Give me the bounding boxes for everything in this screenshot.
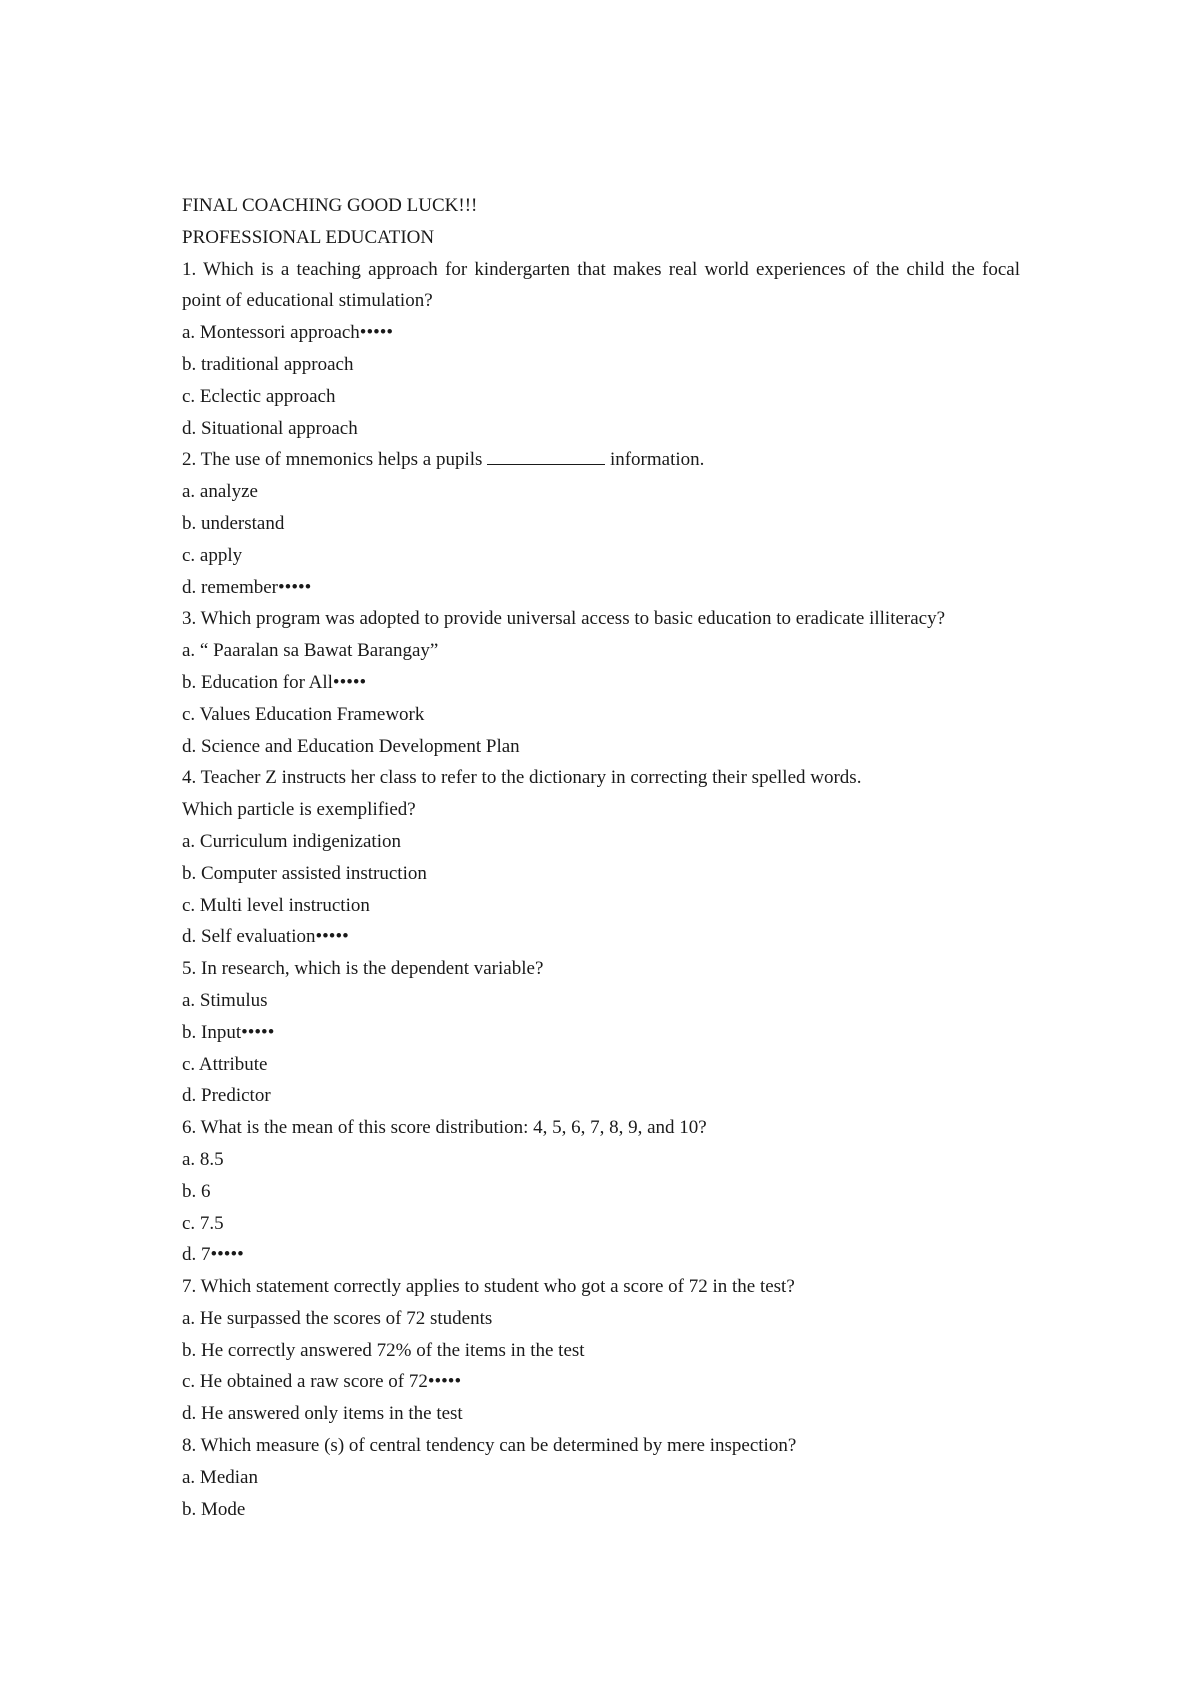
question-8: 8. Which measure (s) of central tendency can be determined by mere inspection? (182, 1435, 797, 1457)
q6-choice-a: a. 8.5 (182, 1148, 224, 1170)
question-5: 5. In research, which is the dependent variable? (182, 958, 544, 980)
question-2 (182, 444, 1020, 476)
q1-choice-b: b. traditional approach (182, 353, 354, 375)
q4-choice-c: c. Multi level instruction (182, 894, 370, 916)
q6-choice-b: b. 6 (182, 1180, 211, 1202)
question-7: 7. Which statement correctly applies to student who got a score of 72 in the test? (182, 1276, 795, 1298)
document-body (182, 190, 1020, 1525)
q8-choice-a: a. Median (182, 1466, 258, 1488)
q7-choice-a: a. He surpassed the scores of 72 students (182, 1307, 493, 1329)
q2-choice-b: b. understand (182, 512, 285, 534)
q3-choice-d: d. Science and Education Development Plan (182, 735, 520, 757)
q2-choice-a: a. analyze (182, 481, 258, 503)
q4-choice-b: b. Computer assisted instruction (182, 862, 427, 884)
q2-choice-c: c. apply (182, 544, 243, 566)
q2-text-before: 2. The use of mnemonics helps a pupils (182, 449, 483, 471)
q2-text-after: information. (609, 449, 705, 471)
q7-choice-b: b. He correctly answered 72% of the items in the test (182, 1339, 585, 1361)
document-title: FINAL COACHING GOOD LUCK!!! (182, 195, 478, 216)
q5-choice-b: b. Input••••• (182, 1021, 275, 1043)
q5-choice-c: c. Attribute (182, 1053, 268, 1075)
question-3: 3. Which program was adopted to provide universal access to basic education to eradicate illiteracy? (182, 608, 946, 630)
q1-choice-d: d. Situational approach (182, 417, 358, 439)
subject-heading: PROFESSIONAL EDUCATION (182, 226, 435, 248)
q5-choice-a: a. Stimulus (182, 989, 268, 1011)
q5-choice-d: d. Predictor (182, 1085, 271, 1107)
q3-choice-b: b. Education for All••••• (182, 671, 367, 693)
q1-choice-c: c. Eclectic approach (182, 385, 336, 407)
q7-choice-c: c. He obtained a raw score of 72••••• (182, 1371, 462, 1393)
question-1: 1. Which is a teaching approach for kindergarten that makes real world experiences of the child the focal point of educational stimulation? (182, 258, 1020, 312)
question-6: 6. What is the mean of this score distribution: 4, 5, 6, 7, 8, 9, and 10? (182, 1117, 707, 1139)
q1-choice-a: a. Montessori approach••••• (182, 322, 394, 344)
question-4-line-2: Which particle is exemplified? (182, 799, 416, 821)
q6-choice-d: d. 7••••• (182, 1244, 244, 1266)
q3-choice-a: a. “ Paaralan sa Bawat Barangay” (182, 640, 439, 662)
q4-choice-d: d. Self evaluation••••• (182, 926, 349, 948)
q6-choice-c: c. 7.5 (182, 1212, 224, 1234)
q7-choice-d: d. He answered only items in the test (182, 1403, 463, 1425)
q4-choice-a: a. Curriculum indigenization (182, 830, 401, 852)
question-4-line-1: 4. Teacher Z instructs her class to refer to the dictionary in correcting their spelled words. (182, 767, 862, 789)
q8-choice-b: b. Mode (182, 1498, 246, 1520)
q2-choice-d: d. remember••••• (182, 576, 312, 598)
q3-choice-c: c. Values Education Framework (182, 703, 425, 725)
fill-in-blank (487, 445, 605, 465)
